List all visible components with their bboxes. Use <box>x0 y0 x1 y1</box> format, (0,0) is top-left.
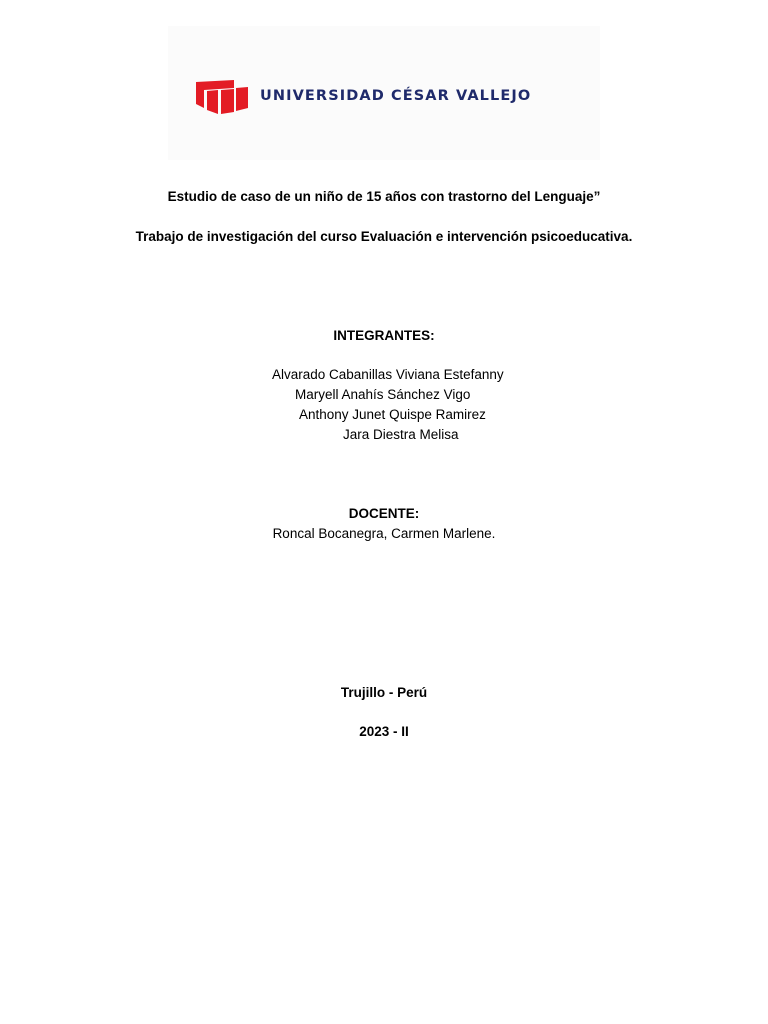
member-name: Alvarado Cabanillas Viviana Estefanny <box>272 367 504 382</box>
location-label: Trujillo - Perú <box>340 685 428 700</box>
member-name: Jara Diestra Melisa <box>343 427 459 442</box>
period-label: 2023 - II <box>359 724 409 739</box>
member-name: Anthony Junet Quispe Ramirez <box>299 407 486 422</box>
document-title: Estudio de caso de un niño de 15 años con trastorno del Lenguaje” <box>167 189 601 204</box>
university-emblem-icon <box>194 78 250 116</box>
member-name: Maryell Anahís Sánchez Vigo <box>295 387 471 402</box>
docente-name: Roncal Bocanegra, Carmen Marlene. <box>272 526 496 541</box>
document-subtitle: Trabajo de investigación del curso Evaluación e intervención psicoeducativa. <box>135 229 633 244</box>
docente-heading: DOCENTE: <box>348 506 420 521</box>
university-name-logo: UNIVERSIDAD CÉSAR VALLEJO <box>260 88 532 104</box>
integrantes-heading: INTEGRANTES: <box>333 328 435 343</box>
